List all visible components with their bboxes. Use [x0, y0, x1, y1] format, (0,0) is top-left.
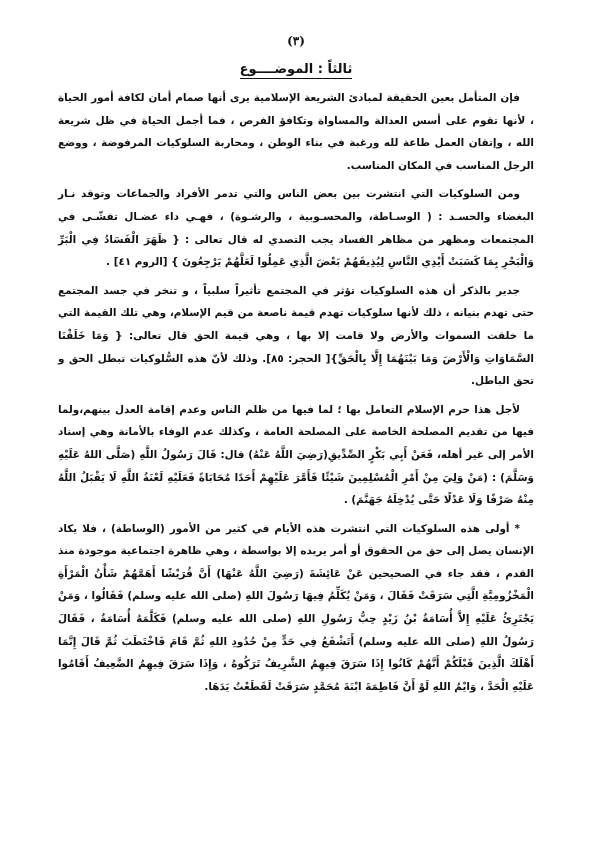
- paragraph-mediation: * أولى هذه السلوكيات التي انتشرت هذه الأيام في كثير من الأمور (الوساطة) ، فلا يكاد الإنسان يصل إلى حق من الحقوق أو أمر يريده إلا بواسطة ، وهي ظاهرة اجتماعية موجودة منذ القدم ، فقد جاء في الصحيحين عَنْ عَائِشَةَ (رَضِيَ اللَّهُ عَنْهَا) أَنَّ قُرَيْشًا أَهَمَّهُمْ شَأْنُ الْمَرْأَةِ الْمَخْزُومِيَّةِ الَّتِي سَرَقَتْ فَقَالَ ، وَمَنْ يُكَلِّمُ فِيهَا رَسُولَ اللهِ (صلى الله عليه وسلم) فَقَالُوا ، وَمَنْ يَجْتَرِئُ عَلَيْهِ إِلاَّ أُسَامَةُ بْنُ زَيْدٍ حِبُّ رَسُولِ اللهِ (صلى الله عليه وسلم) فَكَلَّمَهُ أُسَامَةُ ، فَقَالَ رَسُولُ اللهِ (صلى الله عليه وسلم) أَتَشْفَعُ فِي حَدٍّ مِنْ حُدُودِ اللهِ ثُمَّ قَامَ فَاخْتَطَبَ ثُمَّ قَالَ إِنَّمَا أَهْلَكَ الَّذِينَ قَبْلَكُمْ أَنَّهُمْ كَانُوا إِذَا سَرَقَ فِيهِمُ الشَّرِيفُ تَرَكُوهُ ، وَإِذَا سَرَقَ فِيهِمُ الضَّعِيفُ أَقَامُوا عَلَيْهِ الْحَدَّ ، وَايْمُ اللهِ لَوْ أَنَّ فَاطِمَةَ ابْنَةَ مُحَمَّدٍ سَرَقَتْ لَقَطَعْتُ يَدَهَا.: [58, 522, 534, 693]
- paragraph-behaviors: ومن السلوكيات التي انتشرت بين بعض الناس والتي تدمر الأفراد والجماعات وتوقد نـار البغضاء والحسـد : ( الوسـاطة، والمحسـوبية ، والرشـوة) ، فهـي داء عضـال تفشّـى في المجتمعات ومظهر من مظاهر الفساد يجب التصدي له قال تعالى : { ظَهَرَ الْفَسَادُ فِي الْبَرِّ وَالْبَحْرِ بِمَا كَسَبَتْ أَيْدِي النَّاسِ لِيُذِيقَهُمْ بَعْضَ الَّذِي عَمِلُوا لَعَلَّهُمْ يَرْجِعُونَ } [الروم ٤١] .: [58, 188, 534, 269]
- page-number: (٣): [287, 34, 305, 48]
- paragraph-negative-impact: جدير بالذكر أن هذه السلوكيات تؤثر في المجتمع تأثيراً سلبياً ، و تنخر في جسد المجتمع حتى تهدم بنيانه ، ذلك لأنها سلوكيات تهدم قيمة ناصعة من قيم الإسلام، وهي تلك القيمة التي ما خلقت السموات والأرض ولا قامت إلا بها ، وهي قيمة الحق قال تعالى: { وَمَا خَلَقْنَا السَّمَاوَاتِ وَالْأَرْضَ وَمَا بَيْنَهُمَا إِلَّا بِالْحَقِّ}[ الحجر: ٨٥]. وذلك لأنّ هذه السُّلوكيات تبطل الحق و تحق الباطل.: [58, 284, 534, 388]
- paragraph-prohibition: لأجل هذا حرم الإسلام التعامل بها ؛ لما فيها من ظلم الناس وعدم إقامة العدل بينهم،ولما فيها من تقديم المصلحة الخاصة على المصلحة العامة ، وكذلك عدم الوفاء بالأمانة وهي إسناد الأمر إلى غير أهله، فَعَنْ أَبِي بَكْرٍ الصِّدِّيقِ(رَضِيَ اللَّهُ عَنْهُ) قال: قَالَ رَسُولُ اللَّهِ (صَلَّى اللهُ عَلَيْهِ وَسَلَّمَ) : (مَنْ وَلِيَ مِنْ أَمْرِ الْمُسْلِمِينَ شَيْئًا فَأَمَّرَ عَلَيْهِمْ أَحَدًا مُحَابَاةً فَعَلَيْهِ لَعْنَةُ اللَّهِ لَا يَقْبَلُ اللَّهُ مِنْهُ صَرْفًا وَلَا عَدْلًا حَتَّى يُدْخِلَهُ جَهَنَّمَ) .: [58, 403, 534, 507]
- section-heading: [58, 62, 534, 77]
- section-heading-text: ثالثاً : الموضــــوع: [239, 62, 353, 77]
- paragraph-intro: فإن المتأمل بعين الحقيقة لمبادئ الشريعة الإسلامية يرى أنها صمام أمان لكافة أمور الحياة ، لأنها تقوم على أسس العدالة والمساواة وتكافؤ الفرص ، فما أجمل الحياة في ظل شريعة الله ، وإتقان العمل طاعة لله ورغبة في بناء الوطن ، ومحاربة السلوكيات المرفوضة ، ووضع الرجل المناسب في المكان المناسب.: [58, 92, 534, 172]
